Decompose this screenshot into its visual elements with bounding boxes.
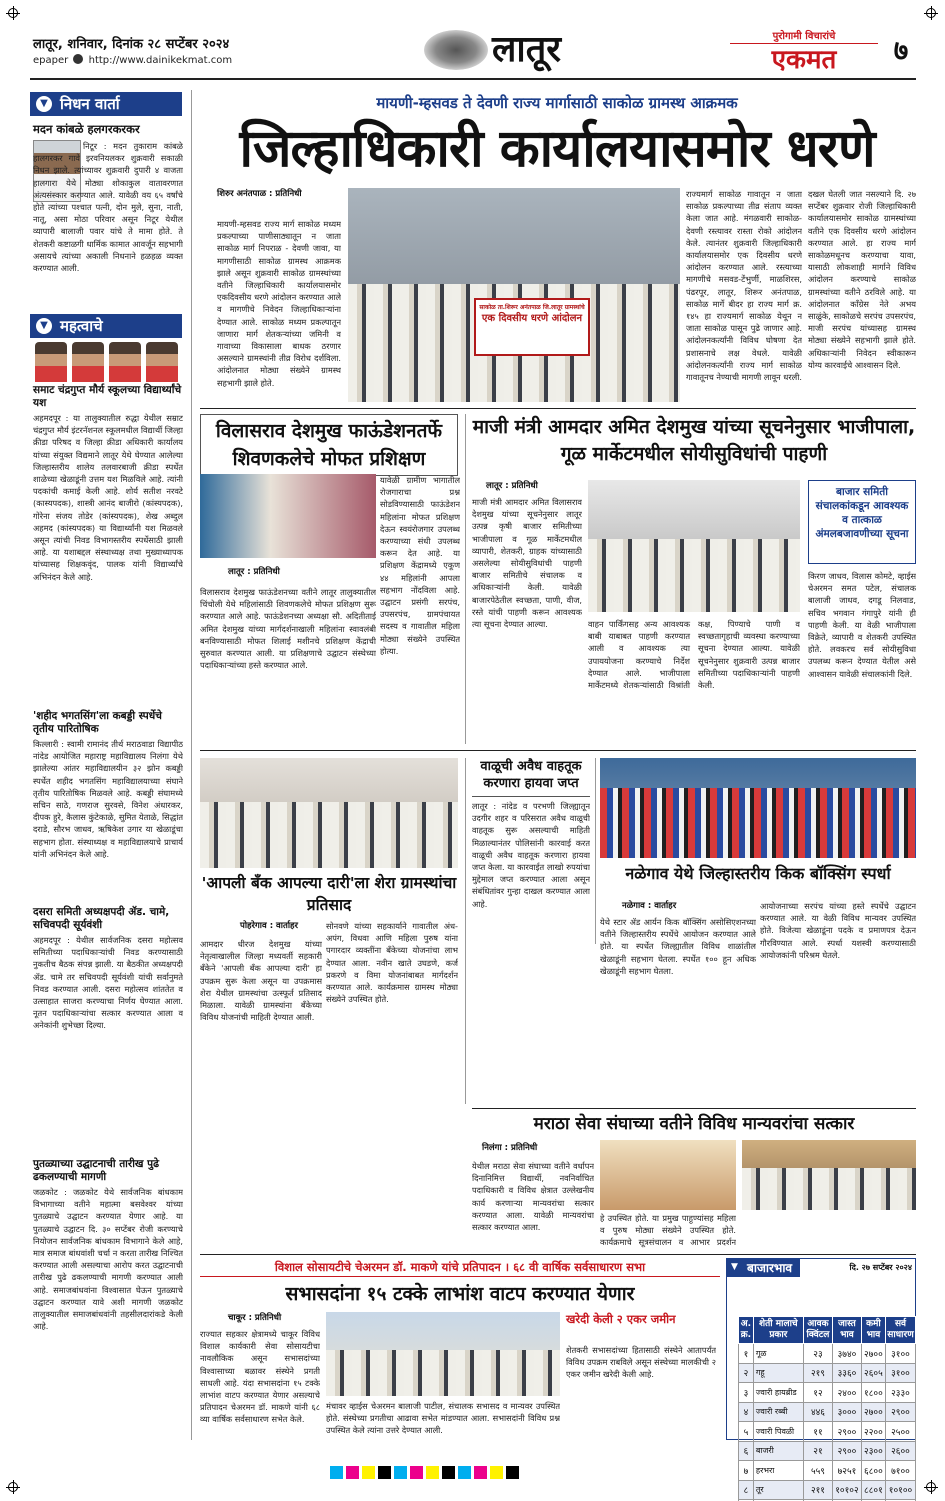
market-cell: ८ <box>739 1480 754 1500</box>
market-cell: ३००० <box>833 1402 862 1422</box>
society-headline: सभासदांना १५ टक्के लाभांश वाटप करण्यात येणार <box>285 1283 635 1305</box>
registration-mark-icon <box>926 1482 936 1492</box>
lead-headline: जिल्हाधिकारी कार्यालयासमोर धरणे <box>239 119 875 179</box>
market-cell: ७२५१ <box>833 1461 862 1481</box>
registration-mark-icon <box>926 8 936 18</box>
market-cell: ४ <box>739 1402 754 1422</box>
amit-col2: वाहन पार्किंगसह अन्य आवश्यक बाबी याबाबत पाहणी करण्यात आली व आवश्यक त्या उपाययोजना करण्याचे निर्देश देण्यात आले. भाजीपाला मार्केटमध्ये शेतकऱ्यांसाठी विश्रांती कक्ष, पिण्याचे पाणी व स्वच्छतागृहाची व्यवस्था करण्याच्या सूचना देण्यात आल्या. यावेळी सूचनेनुसार शुक्रवारी उत्पन्न बाजार समितीच्या पदाधिकाऱ्यांनी पाहणी केली. <box>588 619 800 691</box>
table-row <box>739 1344 916 1364</box>
society-subtext: शेतकरी सभासदांच्या हितासाठी संस्थेने आतापर्यंत विविध उपक्रम राबविले असून संस्थेच्या मालकीची २ एकर जमीन खरेदी केली आहे. <box>566 1345 716 1380</box>
amit-market-photo <box>588 480 800 612</box>
date-line: लातूर, शनिवार, दिनांक २८ सप्टेंबर २०२४ <box>33 37 230 52</box>
lead-col1: मायणी-म्हसवड राज्य मार्ग साकोळ मध्यम प्रकल्पाच्या पाणीसाठ्यातून न जाता साकोळ मार्ग निपराळ - देवणी जावा, या मागणीसाठी साकोळ ग्रामस्थ आक्रमक झाले असून शुक्रवारी साकोळ ग्रामस्थांच्या वतीने जिल्हाधिकारी कार्यालयासमोर एकदिवसीय धरणे आंदोलन करण्यात आले व मागणीचे निवेदन जिल्हाधिकाऱ्यांना देण्यात आले. साकोळ मध्यम प्रकल्पातून जाणारा मार्ग शेतकऱ्यांच्या जमिनी व गावाच्या विकासाला बाधक ठरणार असल्याने ग्रामस्थांनी तीव्र विरोध दर्शविला. आंदोलनात मोठ्या संख्येने ग्रामस्थ सहभागी झाले होते. <box>217 219 341 388</box>
amit-headline: माजी मंत्री आमदार अमित देशमुख यांच्या सूचनेनुसार भाजीपाला, गूळ मार्केटमधील सोयीसुविधांची पाहणी <box>472 416 916 465</box>
market-cell: ज्वारी हायब्रीड <box>753 1383 803 1403</box>
protest-banner-small: साकोळ ता.शिरूर अनंतपाळ जि.लातूर ग्रामस्थांचे <box>479 304 585 311</box>
market-cell: ३३६० <box>833 1363 862 1383</box>
protest-banner <box>474 298 590 356</box>
column-divider <box>465 414 466 744</box>
market-cell: ३१०० <box>885 1344 915 1364</box>
registration-mark-icon <box>8 8 18 18</box>
market-cell: ३७४० <box>833 1344 862 1364</box>
story3-text: अहमदपूर : येथील सार्वजनिक दसरा महोत्सव समितीच्या पदाधिकाऱ्यांची निवड करण्यासाठी नुकतीच बैठक संपन्न झाली. या बैठकीत अध्यक्षपदी ॲड. चामे तर सचिवपदी सूर्यवंशी यांची सर्वानुमते निवड करण्यात आली. दसरा महोत्सव शांततेत व उत्साहात साजरा करण्याचा निर्णय घेण्यात आला. नूतन पदाधिकाऱ्यांचा सत्कार करण्यात आला व अनेकांनी शुभेच्छा दिल्या. <box>33 935 183 1031</box>
column-divider <box>595 758 596 944</box>
market-cell: २९०० <box>833 1441 862 1461</box>
market-cell: १२ <box>803 1383 832 1403</box>
story1-text: अहमदपूर : या तालुक्यातील रुद्धा येथील सम्राट चंद्रगुप्त मौर्य इंटरनॅशनल स्कूलमधील विद्यार्थी जिल्हा क्रीडा परिषद व जिल्हा क्रीडा अधिकारी कार्यालय यांच्या संयुक्त विद्यमाने लातूर येथे घेण्यात आलेल्या जिल्हास्तरीय शालेय तलवारबाजी क्रीडा स्पर्धेत शाळेच्या खेळाडूंनी उत्तम यश मिळविले आहे. त्यांनी पदकांची कमाई केली आहे. शोर्य सतीश नरवटे (कास्यपदक), शास्त्री आनंद बाजीरो (कांस्यपदक), गोरेना संजय तोडेर (कांस्यपदक), शेख अब्दुल अहमद (कांस्यपदक) या विद्यार्थ्यांनी यश मिळवले असून त्यांची निवड विभागस्तरीय स्पर्धेसाठी झाली आहे. या यशाबद्दल संस्थाध्यक्ष तथा मुख्याध्यापक यांच्यासह शिक्षकवृंद, पालक यांनी विद्यार्थ्यांचे अभिनंदन केले आहे. <box>33 413 183 582</box>
market-col-header: शेती मालाचे प्रकार <box>753 1317 803 1344</box>
bank-col2: सोनवणे यांच्या सहकार्याने गावातील अंध-अपंग, विधवा आणि महिला पुरुष यांना पगारदार व्यक्तींना बँकेच्या योजनांचा लाभ देण्यात आला. नवीन खाते उघडणे, कर्ज प्रकरणे व विमा योजनांबाबत मार्गदर्शन करण्यात आले. कार्यक्रमास ग्रामस्थ मोठ्या संख्येने उपस्थित होते. <box>326 921 458 1005</box>
market-col-header: कमी भाव <box>861 1317 885 1344</box>
maratha-group-photo <box>742 1140 916 1210</box>
table-row <box>739 1363 916 1383</box>
lead-kicker: मायणी-म्हसवड ते देवणी राज्य मार्गासाठी साकोळ ग्रामस्थ आक्रमक <box>376 94 738 112</box>
market-col-header: आवक क्विंटल <box>803 1317 832 1344</box>
market-cell: २३०० <box>861 1441 885 1461</box>
market-cell: २७०० <box>861 1344 885 1364</box>
student-photo <box>146 342 178 382</box>
market-cell: ७१०० <box>885 1461 915 1481</box>
society-col2: मंचावर व्हाईस चेअरमन बालाजी पाटील, संचालक सभासद व मान्यवर उपस्थित होते. संस्थेच्या प्रगतीचा आढावा सभेत मांडण्यात आला. सभासदांनी विविध प्रश्न उपस्थित केले त्यांना उत्तरे देण्यात आली. <box>326 1401 560 1436</box>
boxing-byline: नळेगाव : वार्ताहर <box>622 901 677 911</box>
obituary-section-title: निधन वार्ता <box>60 95 120 113</box>
market-cell: ११ <box>803 1422 832 1442</box>
society-meeting-photo <box>326 1312 560 1396</box>
market-date: दि. २७ सप्टेंबर २०२४ <box>849 1263 912 1272</box>
column-divider <box>465 758 466 1104</box>
market-cell: ३ <box>739 1383 754 1403</box>
maratha-byline: निलंगा : प्रतिनिधी <box>482 1143 538 1153</box>
society-kicker: विशाल सोसायटीचे चेअरमन डॉ. माकणे यांचे प्रतिपादन । ६८ वी वार्षिक सर्वसाधारण सभा <box>200 1258 720 1277</box>
vilasrao-col1: विलासराव देशमुख फाऊंडेशनच्या वतीने लातूर तालुक्यातील चिंचोली येथे महिलांसाठी शिवणकलेचे मोफत प्रशिक्षण सुरू करण्यात आले आहे. फाऊंडेशनच्या अध्यक्षा सौ. अदितीताई अमित देशमुख यांच्या मार्गदर्शनाखाली महिलांना स्वावलंबी बनविण्यासाठी मोफत शिलाई मशीनचे प्रशिक्षण केंद्राची सुरुवात करण्यात आली. या प्रशिक्षणाचे उद्घाटन संस्थेच्या पदाधिकाऱ्यांच्या हस्ते करण्यात आले. <box>200 587 376 671</box>
obituary-section-header <box>30 92 182 116</box>
registration-mark-icon <box>8 1482 18 1492</box>
section-rule <box>200 1254 916 1255</box>
amit-sidebox <box>808 480 916 564</box>
story1-headline: समाट चंद्रगुप्त मौर्य स्कूलच्या विद्यार्थ्यांचे यश <box>33 384 182 409</box>
obituary-text: निटूर : मदन तुकाराम कांबळे हालगरकर गावे इरवनियलकर शुक्रवारी सकाळी निधन झाले. त्यांच्यावर शुक्रवारी दुपारी ४ वाजता हालगारा येथे मोठ्या शोकाकुल वातावरणात अंत्यसंस्कार करण्यात आले. यावेळी वय ६५ वर्षांचे होते त्यांच्या पश्चात पत्नी, दोन मुले, सुना, नाती, नातू, असा मोठा परिवार असून निटूर येथील व्यापारी बालाजी पवार यांचे ते मामा होते. ते शेतकरी कष्टाळगी धार्मिक कामात आवर्जून सहभागी असायचे त्यांच्या अकाली निधनाने हळहळ व्यक्त करण्यात आली. <box>33 141 183 274</box>
maratha-headline: मराठा सेवा संघाच्या वतीने विविध मान्यवरांचा सत्कार <box>533 1114 855 1134</box>
sand-text: लातूर : नांदेड व परभणी जिल्ह्यातून उदगीर शहर व परिसरात अवैध वाळूची वाहतूक सुरू असल्याची माहिती मिळाल्यानंतर पोलिसांनी कारवाई करत वाळूची अवैध वाहतूक करणारा हायवा जप्त केला. या कारवाईत लाखो रुपयांचा मुद्देमाल जप्त करण्यात आला असून संबंधितांवर गुन्हा दाखल करण्यात आला आहे. <box>472 801 590 909</box>
lead-protest-photo <box>348 188 680 402</box>
globe-icon <box>73 54 83 64</box>
boxing-group-photo <box>600 758 916 858</box>
market-cell: ५ <box>739 1422 754 1442</box>
table-row <box>739 1383 916 1403</box>
amit-byline: लातूर : प्रतिनिधी <box>486 481 538 491</box>
society-byline: चाकूर : प्रतिनिधी <box>228 1313 282 1323</box>
student-photo <box>35 342 67 382</box>
lead-col2: राज्यमार्ग साकोळ गावातून न जाता साकोळ प्रकल्पाच्या तीव्र संताप व्यक्त केला जात आहे. मंगळवारी साकोळ-देवणी रस्त्यावर रास्ता रोको आंदोलन केले. त्यानंतर शुक्रवारी जिल्हाधिकारी कार्यालयासमोर एक दिवसीय धरणे आंदोलन करण्यात आले. रस्त्याच्या मागणीचे मसवड-टेंभुर्णी, माळशिरस, पंढरपूर, लातूर, शिरूर अनंतपाळ, साकोळ मार्गे बीदर हा राज्य मार्ग क्र. १४५ हा राज्यमार्ग साकोळ येथून न जाता साकोळ पासून पुढे जाणार आहे. आंदोलनकर्त्यांनी विविध घोषणा देत प्रशासनाचे लक्ष वेधले. यावेळी आंदोलनकर्त्यांनी राज्य मार्ग साकोळ गावातूनच नेण्याची मागणी लावून धरली. <box>686 189 802 383</box>
brand-name: एकमत <box>771 45 837 75</box>
market-cell: ७ <box>739 1461 754 1481</box>
epaper-link[interactable] <box>33 54 232 66</box>
table-row <box>739 1422 916 1442</box>
section-rule <box>200 408 916 409</box>
market-cell: हरभरा <box>753 1461 803 1481</box>
chevron-down-icon: ▼ <box>36 96 52 112</box>
market-cell: २४०० <box>833 1383 862 1403</box>
market-cell: २११ <box>803 1480 832 1500</box>
important-section-title: महत्वाचे <box>60 317 103 335</box>
amit-sidebox-text: बाजार समिती संचालकांकडून आवश्यक व तात्काळ अंमलबजावणीच्या सूचना <box>815 486 909 540</box>
market-header <box>727 1259 915 1277</box>
bank-headline: 'आपली बँक आपल्या दारी'ला शेरा ग्रामस्थांचा प्रतिसाद <box>201 874 457 914</box>
edition-name: लातूर <box>492 29 561 70</box>
story3-headline: दसरा समिती अध्यक्षपदी ॲड. चामे, सचिवपदी सूर्यवंशी <box>33 906 170 931</box>
society-col1: राज्यात सहकार क्षेत्रामध्ये चाकूर विविध विशाल कार्यकारी सेवा सोसायटीचा नावलौकिक असून सभासदांच्या विश्वासाच्या बळावर संस्थेने प्रगती साधली आहे. यंदा सभासदांना १५ टक्के लाभांश वाटप करण्यात येणार असल्याचे प्रतिपादन चेअरमन डॉ. माकणे यांनी ६८ व्या वार्षिक सर्वसाधारण सभेत केले. <box>200 1329 320 1425</box>
bank-event-photo <box>200 758 458 868</box>
epaper-label: epaper <box>33 55 69 66</box>
obituary-headline: मदन कांबळे हलगरकरकर <box>33 122 140 136</box>
latur-map-emblem <box>424 30 488 70</box>
masthead-rule <box>30 78 916 80</box>
sand-headline: वाळूची अवैध वाहतूक करणारा हायवा जप्त <box>472 758 590 797</box>
table-row <box>739 1402 916 1422</box>
market-cell: २६०० <box>885 1441 915 1461</box>
story2-headline: 'शहीद भगतसिंग'ला कबड्डी स्पर्धेचे तृतीय पारितोषिक <box>33 710 162 735</box>
amit-col1: माजी मंत्री आमदार अमित विलासराव देशमुख यांच्या सूचनेनुसार लातूर उत्पन्न कृषी बाजार समितीच्या भाजीपाला व गूळ मार्केटमधील व्यापारी, शेतकरी, ग्राहक यांच्यासाठी असलेल्या सोयीसुविधांची पाहणी बाजार समितीचे संचालक व अधिकाऱ्यांनी केली. यावेळी बाजारपेठेतील स्वच्छता, पाणी, वीज, रस्ते यांची पाहणी करून आवश्यक त्या सूचना देण्यात आल्या. <box>472 497 582 630</box>
student-photo <box>109 342 141 382</box>
vilasrao-training-photo <box>200 474 376 558</box>
chevron-down-icon: ▼ <box>36 318 52 334</box>
market-cell: ६८०० <box>861 1461 885 1481</box>
brand-logo <box>730 30 878 76</box>
boxing-col1: येथे स्टार ॲड आर्यन किक बॉक्सिंग असोसिएशनच्या वतीने जिल्हास्तरीय स्पर्धेचे आयोजन करण्यात आले होते. या स्पर्धेत जिल्ह्यातील विविध शाळांतील खेळाडूंनी सहभाग घेतला. स्पर्धेत १०० हून अधिक खेळाडूंनी सहभाग घेतला. <box>600 917 756 976</box>
market-cell: १ <box>739 1344 754 1364</box>
market-cell: २६०५ <box>861 1363 885 1383</box>
maratha-col1: येथील मराठा सेवा संघाच्या वतीने वर्धापन दिनानिमित्त विद्यार्थी, नवनिर्वाचित पदाधिकारी व विविध क्षेत्रात उल्लेखनीय कार्य करणाऱ्या मान्यवरांचा सत्कार करण्यात आला. यावेळी मान्यवरांचा सत्कार करण्यात आला. <box>472 1161 594 1233</box>
market-cell: ३१०० <box>885 1363 915 1383</box>
market-cell: ४४६ <box>803 1402 832 1422</box>
maratha-felicitation-photo <box>600 1140 736 1210</box>
market-cell: २ <box>739 1363 754 1383</box>
market-cell: २१ <box>803 1441 832 1461</box>
page-number: ७ <box>893 34 909 67</box>
market-cell: गूळ <box>753 1344 803 1364</box>
boxing-col2: आयोजनाच्या सरपंच यांच्या हस्ते स्पर्धेचे उद्घाटन करण्यात आले. या वेळी विविध मान्यवर उपस्थित होते. विजेत्या खेळाडूंना पदके व प्रमाणपत्र देऊन गौरविण्यात आले. स्पर्धा यशस्वी करण्यासाठी आयोजकांनी परिश्रम घेतले. <box>760 901 916 960</box>
market-cell: १०१०० <box>885 1480 915 1500</box>
boxing-headline: नळेगाव येथे जिल्हास्तरीय किक बॉक्सिंग स्पर्धा <box>625 864 891 883</box>
society-subhead: खरेदी केली २ एकर जमीन <box>566 1312 676 1326</box>
market-cell: ६ <box>739 1441 754 1461</box>
market-cell: गहू <box>753 1363 803 1383</box>
table-row <box>739 1441 916 1461</box>
market-cell: २७०० <box>861 1402 885 1422</box>
story2-text: किल्लारी : स्वामी रामानंद तीर्थ मराठवाडा विद्यापीठ नांदेड आयोजित महाराष्ट्र महाविद्यालय निलंगा येथे झालेल्या आंतर महाविद्यालयीन ३२ झोन कबड्डी स्पर्धेत शहीद भगतसिंग महाविद्यालयाच्या संघाने तृतीय पारितोषिक मिळवले आहे. कबड्डी संघामध्ये सचिन साठे, गणराज सुरवसे, विनेश अंधारकर, दीपक हुरे, कैलास कुंटेकाळे, सुमित येताळे, सिद्धांत दराडे, सौरभ जाधव, ऋषिकेश उगार या खेळाडूंचा सहभाग होता. संस्थाध्यक्ष व महाविद्यालयाचे प्राचार्य यांनी अभिनंदन केले आहे. <box>33 739 183 859</box>
market-cell: ज्वारी पिवळी <box>753 1422 803 1442</box>
market-cell: २९०० <box>885 1402 915 1422</box>
vilasrao-byline: लातूर : प्रतिनिधी <box>228 567 280 577</box>
protest-banner-big: एक दिवसीय धरणे आंदोलन <box>481 313 583 324</box>
market-cell: १०१०२ <box>833 1480 862 1500</box>
market-cell: ५५९ <box>803 1461 832 1481</box>
market-cell: २९०० <box>833 1422 862 1442</box>
amit-col3: किरण जाधव, विलास कोमटे, व्हाईस चेअरमन समत पटेल, संचालक बालाजी जाधव, दगडू निलवाड, सचिव भगवान गंगापुरे यांनी ही पाहणी केली. या वेळी भाजीपाला विक्रेते, व्यापारी व शेतकरी उपस्थित होते. लवकरच सर्व सोयीसुविधा उपलब्ध करून देण्यात येतील असे आश्वासन यावेळी संचालकांनी दिले. <box>808 571 916 679</box>
market-cell: १८०० <box>861 1383 885 1403</box>
story4-text: जळकोट : जळकोट येथे सार्वजनिक बांधकाम विभागाच्या वतीने महात्मा बसवेश्वर यांच्या पुतळ्याचे उद्घाटन करण्यात येणार आहे. या पुतळ्याचे उद्घाटन दि. ३० सप्टेंबर रोजी करण्याचे नियोजन सार्वजनिक बांधकाम विभागाने केले आहे, मात्र समाज बांधवांशी चर्चा न करता तारीख निश्चित करण्यात आली असल्याचा आरोप करत उद्घाटनाची तारीख पुढे ढकलण्याची मागणी करण्यात आली आहे. समाजबांधवांना विश्वासात घेऊन पुतळ्याचे उद्घाटन करण्यात यावे अशी मागणी जळकोट तालुक्यातील समाजबांधवांनी तहसीलदारांकडे केली आहे. <box>33 1187 183 1332</box>
bank-col1: आमदार धीरज देशमुख यांच्या नेतृत्वाखालील जिल्हा मध्यवर्ती सहकारी बँकेने 'आपली बँक आपल्या दारी' हा उपक्रम सुरू केला असून या उपक्रमास शेरा येथील ग्रामस्थांचा उत्स्फूर्त प्रतिसाद मिळाला. यावेळी ग्रामस्थांना बँकेच्या विविध योजनांची माहिती देण्यात आली. <box>200 939 322 1023</box>
market-cell: ज्वारी रब्बी <box>753 1402 803 1422</box>
bank-byline: पोहरेगाव : वार्ताहर <box>240 921 299 931</box>
important-section-header <box>30 314 182 338</box>
table-row <box>739 1461 916 1481</box>
market-col-header: अ. क्र. <box>739 1317 754 1344</box>
market-col-header: सर्व साधारण <box>885 1317 915 1344</box>
table-row <box>739 1480 916 1500</box>
market-cell: २५०० <box>885 1422 915 1442</box>
maratha-col2: हे उपस्थित होते. या प्रमुख पाहुण्यांसह महिला व पुरुष मोठ्या संख्येने उपस्थित होते. कार्यक्रमाचे सूत्रसंचालन व आभार प्रदर्शन <box>600 1213 736 1248</box>
market-cell: ८८०१ <box>861 1480 885 1500</box>
lead-col3: दखल घेतली जात नसल्याने दि. २७ सप्टेंबर शुक्रवार रोजी जिल्हाधिकारी कार्यालयासमोर साकोळ ग्रामस्थांच्या वतीने एक दिवसीय धरणे आंदोलन करण्यात आले. हा राज्य मार्ग साकोळमधूनच करण्याचा यावा, यासाठी लोकशाही मार्गाने विविध आंदोलन करण्याचे साकोळ ग्रामस्थांच्या वतीने ठरविले आहे. या आंदोलनात काँग्रेस नेते अभय साळुंके, साकोळचे सरपंच उपसरपंच, माजी सरपंच यांच्यासह ग्रामस्थ मोठ्या संख्येने सहभागी झाले होते. अधिकाऱ्यांनी निवेदन स्वीकारून योग्य कारवाईचे आश्वासन दिले. <box>808 189 916 370</box>
market-cell: २३३० <box>885 1383 915 1403</box>
market-cell: २१९ <box>803 1363 832 1383</box>
market-col-header: जास्त भाव <box>833 1317 862 1344</box>
market-cell: २२०० <box>861 1422 885 1442</box>
market-cell: तूर <box>753 1480 803 1500</box>
market-table <box>738 1316 916 1501</box>
market-cell: बाजरी <box>753 1441 803 1461</box>
market-table-wrap <box>738 1316 916 1501</box>
lead-byline: शिरुर अनंतपाळ : प्रतिनिधी <box>217 189 302 199</box>
website-url: http://www.dainikekmat.com <box>88 55 233 66</box>
section-rule <box>472 1108 916 1109</box>
section-rule <box>200 750 916 751</box>
story4-headline: पुतळ्याच्या उद्घाटनाची तारीख पुढे ढकलण्याची मागणी <box>33 1158 160 1183</box>
color-registration-bar <box>330 1464 630 1477</box>
column-divider <box>191 90 192 1440</box>
vilasrao-headline: विलासराव देशमुख फाऊंडेशनतर्फे शिवणकलेचे मोफत प्रशिक्षण <box>200 414 458 476</box>
brand-tagline: पुरोगामी विचारांचे <box>730 30 878 44</box>
market-cell: २३ <box>803 1344 832 1364</box>
student-photo <box>72 342 104 382</box>
market-title: बाजारभाव <box>727 1259 800 1277</box>
vilasrao-col2: यावेळी ग्रामीण भागातील रोजगाराचा प्रश्न सोडविण्यासाठी फाऊंडेशन महिलांना मोफत प्रशिक्षण देऊन स्वयंरोजगार उपलब्ध करण्याच्या संधी उपलब्ध करून देत आहे. या प्रशिक्षण केंद्रामध्ये एकूण ४४ महिलांनी आपला सहभाग नोंदविला आहे. उद्घाटन प्रसंगी सरपंच, उपसरपंच, ग्रामपंचायत सदस्य व गावातील महिला मोठ्या संख्येने उपस्थित होत्या. <box>380 475 460 656</box>
chevron-down-icon: ▼ <box>731 1262 738 1272</box>
